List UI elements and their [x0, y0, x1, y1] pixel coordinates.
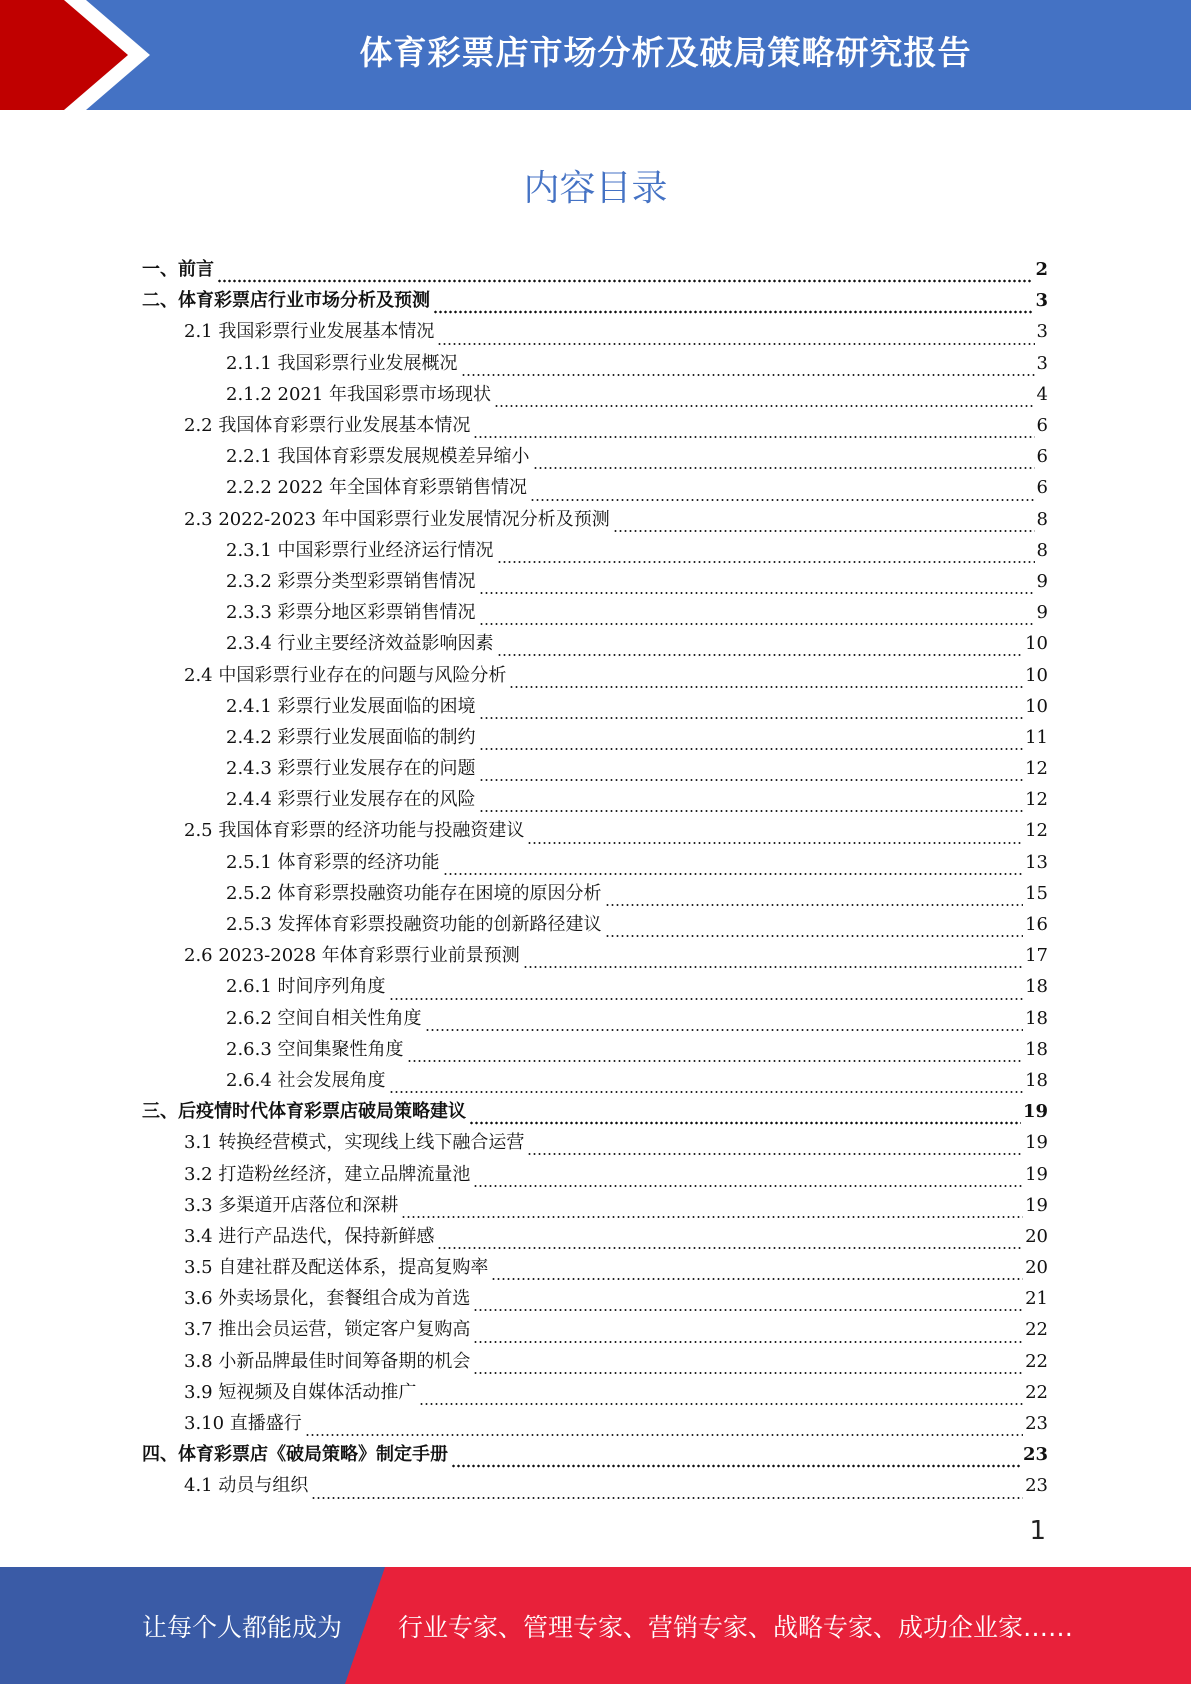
toc-entry-label: 3.10 直播盛行: [184, 1413, 302, 1435]
toc-dot-leader: [461, 357, 1035, 379]
toc-entry[interactable]: [142, 316, 1048, 347]
toc-entry[interactable]: [142, 971, 1048, 1002]
toc-dot-leader: [473, 1168, 1023, 1190]
toc-entry[interactable]: [142, 597, 1048, 628]
toc-dot-leader: [479, 575, 1035, 597]
toc-entry[interactable]: [142, 441, 1048, 472]
toc-entry[interactable]: [142, 1439, 1048, 1470]
toc-entry-page: 10: [1025, 695, 1048, 717]
toc-entry-page: 23: [1022, 1444, 1048, 1466]
toc-dot-leader: [437, 326, 1034, 348]
footer-slogan-right: 行业专家、管理专家、营销专家、战略专家、成功企业家……: [398, 1613, 1074, 1642]
chevron-arrow-icon: [0, 0, 160, 110]
toc-entry-page: 19: [1025, 1132, 1048, 1154]
toc-dot-leader: [491, 1261, 1023, 1283]
toc-entry[interactable]: [142, 1221, 1048, 1252]
toc-entry-label: 2.6.1 时间序列角度: [226, 976, 386, 998]
toc-entry[interactable]: [142, 1003, 1048, 1034]
toc-entry-label: 2.4 中国彩票行业存在的问题与风险分析: [184, 664, 507, 686]
toc-dot-leader: [311, 1480, 1023, 1502]
toc-entry-label: 2.3.1 中国彩票行业经济运行情况: [226, 539, 494, 561]
toc-entry[interactable]: [142, 1252, 1048, 1283]
toc-entry-label: 3.6 外卖场景化，套餐组合成为首选: [184, 1288, 471, 1310]
toc-entry[interactable]: [142, 379, 1048, 410]
toc-entry[interactable]: [142, 285, 1048, 316]
toc-entry-page: 9: [1036, 602, 1048, 624]
toc-entry-page: 15: [1025, 882, 1048, 904]
toc-entry-page: 19: [1025, 1163, 1048, 1185]
toc-entry-page: 20: [1025, 1225, 1048, 1247]
toc-entry-label: 3.2 打造粉丝经济，建立品牌流量池: [184, 1163, 471, 1185]
table-of-contents: [142, 254, 1048, 1502]
toc-entry-page: 18: [1025, 976, 1048, 998]
toc-dot-leader: [523, 949, 1023, 971]
toc-entry-page: 19: [1022, 1101, 1048, 1123]
toc-entry-page: 4: [1036, 383, 1048, 405]
toc-entry-page: 23: [1025, 1413, 1048, 1435]
toc-entry-label: 3.4 进行产品迭代，保持新鲜感: [184, 1225, 435, 1247]
header-banner: [0, 0, 1191, 110]
toc-entry-label: 2.2.2 2022 年全国体育彩票销售情况: [226, 477, 528, 499]
toc-dot-leader: [305, 1417, 1023, 1439]
toc-entry-label: 2.2 我国体育彩票行业发展基本情况: [184, 415, 471, 437]
toc-dot-leader: [425, 1012, 1024, 1034]
toc-entry-label: 2.1 我国彩票行业发展基本情况: [184, 321, 435, 343]
toc-entry-label: 2.4.2 彩票行业发展面临的制约: [226, 726, 476, 748]
toc-dot-leader: [533, 450, 1035, 472]
toc-entry-label: 4.1 动员与组织: [184, 1475, 309, 1497]
toc-entry-page: 20: [1025, 1257, 1048, 1279]
toc-dot-leader: [527, 825, 1023, 847]
toc-dot-leader: [479, 700, 1024, 722]
toc-entry-label: 3.7 推出会员运营，锁定客户复购高: [184, 1319, 471, 1341]
toc-entry-page: 21: [1025, 1288, 1048, 1310]
toc-entry-page: 3: [1036, 352, 1048, 374]
toc-entry-label: 2.4.1 彩票行业发展面临的困境: [226, 695, 476, 717]
toc-entry-page: 8: [1036, 539, 1048, 561]
toc-entry[interactable]: [142, 1034, 1048, 1065]
toc-dot-leader: [509, 669, 1023, 691]
toc-entry[interactable]: [142, 348, 1048, 379]
toc-entry-page: 12: [1025, 789, 1048, 811]
toc-dot-leader: [433, 294, 1033, 316]
toc-entry-page: 3: [1036, 321, 1048, 343]
toc-entry-page: 22: [1025, 1319, 1048, 1341]
toc-entry-page: 12: [1025, 820, 1048, 842]
toc-entry[interactable]: [142, 722, 1048, 753]
toc-entry-label: 2.4.4 彩票行业发展存在的风险: [226, 789, 476, 811]
toc-entry-label: 一、前言: [142, 259, 214, 281]
footer-slogan-left: 让每个人都能成为: [142, 1613, 343, 1642]
toc-dot-leader: [530, 482, 1034, 504]
toc-entry-page: 9: [1036, 570, 1048, 592]
toc-entry-label: 2.4.3 彩票行业发展存在的问题: [226, 758, 476, 780]
toc-entry-page: 18: [1025, 1007, 1048, 1029]
toc-entry-page: 18: [1025, 1038, 1048, 1060]
toc-entry-label: 2.1.1 我国彩票行业发展概况: [226, 352, 458, 374]
toc-entry-page: 12: [1025, 758, 1048, 780]
toc-dot-leader: [479, 606, 1035, 628]
toc-dot-leader: [443, 856, 1024, 878]
toc-entry[interactable]: [142, 410, 1048, 441]
toc-dot-leader: [473, 1292, 1023, 1314]
toc-entry-label: 2.3 2022-2023 年中国彩票行业发展情况分析及预测: [184, 508, 610, 530]
toc-entry-page: 2: [1035, 259, 1048, 281]
toc-dot-leader: [494, 388, 1034, 410]
toc-entry[interactable]: [142, 691, 1048, 722]
toc-entry-page: 6: [1036, 446, 1048, 468]
toc-heading: 内容目录: [523, 168, 668, 209]
toc-entry[interactable]: [142, 1408, 1048, 1439]
toc-dot-leader: [451, 1448, 1021, 1470]
toc-entry-label: 2.6.4 社会发展角度: [226, 1069, 386, 1091]
toc-entry[interactable]: [142, 472, 1048, 503]
toc-dot-leader: [479, 762, 1024, 784]
toc-entry-page: 10: [1025, 664, 1048, 686]
toc-entry[interactable]: [142, 1283, 1048, 1314]
toc-entry-page: 22: [1025, 1381, 1048, 1403]
toc-entry[interactable]: [142, 1190, 1048, 1221]
toc-entry[interactable]: [142, 909, 1048, 940]
toc-dot-leader: [217, 263, 1033, 285]
toc-entry-label: 2.3.3 彩票分地区彩票销售情况: [226, 602, 476, 624]
toc-dot-leader: [527, 1136, 1023, 1158]
toc-entry-page: 8: [1036, 508, 1048, 530]
toc-entry-label: 2.5.3 发挥体育彩票投融资功能的创新路径建议: [226, 914, 602, 936]
toc-dot-leader: [473, 419, 1034, 441]
toc-entry[interactable]: [142, 1096, 1048, 1127]
toc-entry-label: 2.6.3 空间集聚性角度: [226, 1038, 404, 1060]
toc-entry[interactable]: [142, 1346, 1048, 1377]
toc-dot-leader: [479, 793, 1024, 815]
toc-entry-label: 2.1.2 2021 年我国彩票市场现状: [226, 383, 492, 405]
toc-entry[interactable]: [142, 847, 1048, 878]
toc-entry-label: 三、后疫情时代体育彩票店破局策略建议: [142, 1101, 466, 1123]
toc-entry-label: 3.5 自建社群及配送体系，提高复购率: [184, 1257, 489, 1279]
toc-entry[interactable]: [142, 815, 1048, 846]
document-title: 体育彩票店市场分析及破局策略研究报告: [359, 33, 972, 72]
toc-entry-page: 6: [1036, 415, 1048, 437]
page-number: 1: [1029, 1516, 1046, 1546]
toc-entry[interactable]: [142, 784, 1048, 815]
toc-entry-label: 2.6 2023-2028 年体育彩票行业前景预测: [184, 945, 520, 967]
toc-entry-page: 18: [1025, 1069, 1048, 1091]
toc-entry-label: 3.3 多渠道开店落位和深耕: [184, 1194, 399, 1216]
toc-entry-page: 10: [1025, 633, 1048, 655]
toc-dot-leader: [419, 1386, 1023, 1408]
toc-entry-label: 2.3.4 行业主要经济效益影响因素: [226, 633, 494, 655]
toc-dot-leader: [613, 513, 1035, 535]
toc-dot-leader: [497, 637, 1024, 659]
toc-entry[interactable]: [142, 1314, 1048, 1345]
toc-entry[interactable]: [142, 628, 1048, 659]
footer-banner: [0, 1567, 1191, 1684]
toc-entry-label: 二、体育彩票店行业市场分析及预测: [142, 290, 430, 312]
toc-dot-leader: [605, 887, 1024, 909]
toc-entry-page: 23: [1025, 1475, 1048, 1497]
toc-entry[interactable]: [142, 1065, 1048, 1096]
toc-dot-leader: [437, 1230, 1023, 1252]
toc-entry-page: 3: [1035, 290, 1048, 312]
toc-entry[interactable]: [142, 1127, 1048, 1158]
toc-entry-label: 2.6.2 空间自相关性角度: [226, 1007, 422, 1029]
toc-entry[interactable]: [142, 504, 1048, 535]
toc-entry[interactable]: [142, 878, 1048, 909]
toc-dot-leader: [473, 1324, 1023, 1346]
toc-entry[interactable]: [142, 535, 1048, 566]
toc-entry-label: 四、体育彩票店《破局策略》制定手册: [142, 1444, 448, 1466]
toc-entry-label: 2.5 我国体育彩票的经济功能与投融资建议: [184, 820, 525, 842]
toc-entry[interactable]: [142, 1158, 1048, 1189]
toc-entry[interactable]: [142, 254, 1048, 285]
toc-entry-label: 2.5.1 体育彩票的经济功能: [226, 851, 440, 873]
toc-entry-page: 6: [1036, 477, 1048, 499]
toc-entry[interactable]: [142, 1470, 1048, 1501]
toc-dot-leader: [497, 544, 1035, 566]
toc-entry-page: 16: [1025, 914, 1048, 936]
toc-dot-leader: [479, 731, 1024, 753]
toc-entry-label: 3.1 转换经营模式，实现线上线下融合运营: [184, 1132, 525, 1154]
toc-dot-leader: [407, 1043, 1024, 1065]
toc-entry-label: 2.2.1 我国体育彩票发展规模差异缩小: [226, 446, 530, 468]
toc-entry-page: 19: [1025, 1194, 1048, 1216]
toc-entry-page: 13: [1025, 851, 1048, 873]
toc-entry-label: 3.8 小新品牌最佳时间筹备期的机会: [184, 1350, 471, 1372]
toc-entry[interactable]: [142, 1377, 1048, 1408]
toc-entry-page: 11: [1025, 726, 1048, 748]
toc-entry[interactable]: [142, 753, 1048, 784]
toc-dot-leader: [389, 1074, 1024, 1096]
toc-entry-label: 2.3.2 彩票分类型彩票销售情况: [226, 570, 476, 592]
toc-entry-label: 2.5.2 体育彩票投融资功能存在困境的原因分析: [226, 882, 602, 904]
toc-entry-page: 17: [1025, 945, 1048, 967]
toc-dot-leader: [473, 1355, 1023, 1377]
toc-dot-leader: [469, 1105, 1021, 1127]
toc-entry[interactable]: [142, 659, 1048, 690]
toc-entry-label: 3.9 短视频及自媒体活动推广: [184, 1381, 417, 1403]
toc-dot-leader: [605, 918, 1024, 940]
toc-dot-leader: [401, 1199, 1023, 1221]
toc-entry[interactable]: [142, 566, 1048, 597]
toc-entry[interactable]: [142, 940, 1048, 971]
toc-dot-leader: [389, 981, 1024, 1003]
toc-entry-page: 22: [1025, 1350, 1048, 1372]
